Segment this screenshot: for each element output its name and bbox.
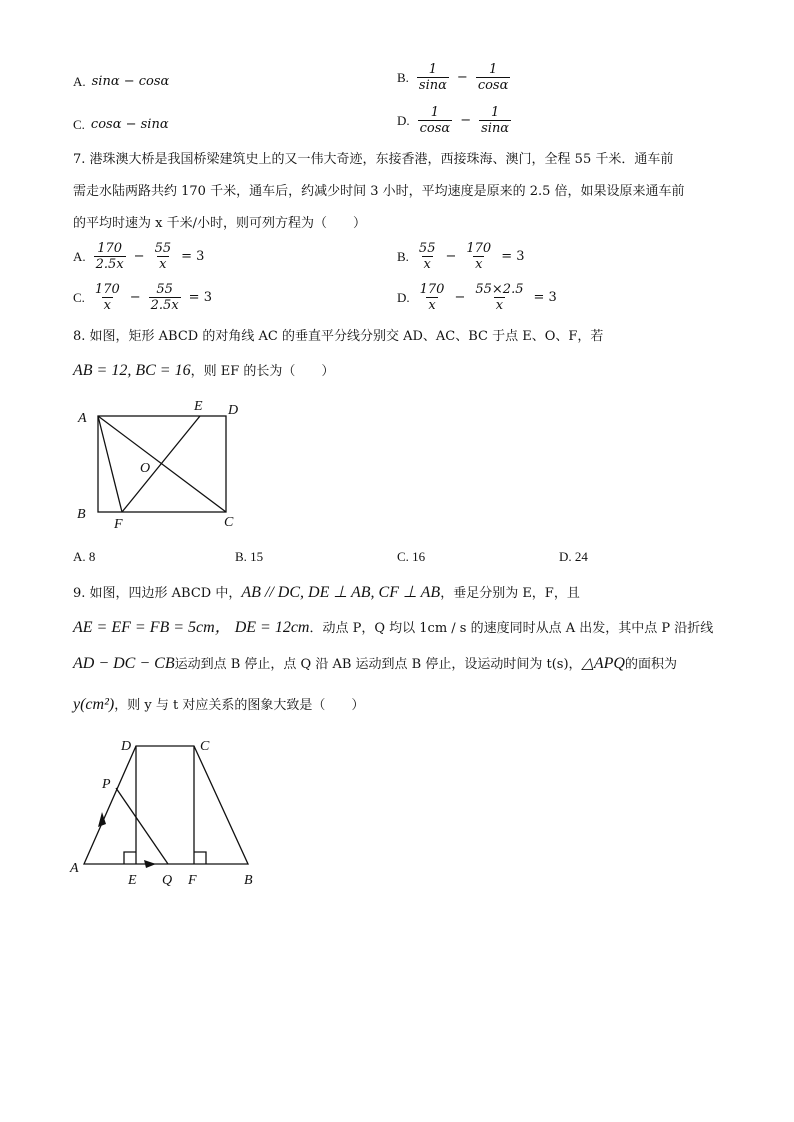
q6-option-a — [73, 73, 169, 91]
segment-af — [98, 416, 122, 512]
arrow-right-icon — [144, 860, 156, 868]
vertex-label-d: D — [121, 739, 132, 754]
vertex-label-c: C — [200, 739, 210, 754]
right-angle-mark-e — [124, 852, 136, 864]
fraction: $\frac{1}{\cos\alpha}$ — [419, 105, 451, 136]
q8-option-c: C. 16 — [397, 549, 426, 564]
q7-text-line2: 需走水陆两路共约 170 千米，通车后，约减少时间 3 小时，平均速度是原来的 2.5 倍，如果设原来通车前 — [73, 184, 685, 199]
q8-rectangle-figure — [70, 396, 250, 536]
fraction: $\frac{1}{\sin\alpha}$ — [481, 105, 510, 136]
point-label-e: E — [128, 873, 137, 888]
fraction: $\frac{55}{x}$ — [418, 241, 436, 272]
point-label-f: F — [188, 873, 197, 888]
point-label-p: P — [102, 777, 111, 792]
option-label: A. — [73, 74, 86, 89]
point-label-o: O — [140, 461, 151, 476]
q7-option-b: B. $\frac{55}{x}$ − $\frac{170}{x}$ = 3 — [397, 241, 525, 272]
q7-text-line3: 的平均时速为 x 千米/小时，则可列方程为（ ） — [73, 216, 366, 231]
arrow-up-icon — [98, 812, 106, 827]
fraction: $\frac{170}{2.5x}$ — [95, 241, 124, 272]
q9-text-line1: 9. 如图，四边形 ABCD 中，AB // DC, DE ⊥ AB, CF ⊥ AB，垂足分别为 E，F，且 — [73, 584, 580, 601]
fraction: $\frac{170}{x}$ — [94, 282, 120, 313]
q7-option-c: C. $\frac{170}{x}$ − $\frac{55}{2.5x}$ = 3 — [73, 282, 212, 313]
option-label: B. — [397, 248, 409, 264]
trapezoid-abcd — [84, 746, 248, 864]
q8-option-b: B. 15 — [235, 549, 264, 564]
fraction: $\frac{55}{2.5x}$ — [150, 282, 179, 313]
fraction: $\frac{1}{\sin\alpha}$ — [418, 62, 447, 93]
option-label: A. — [73, 248, 86, 264]
motion-arrows — [98, 812, 156, 868]
option-label: C. — [73, 117, 85, 132]
vertex-label-c: C — [224, 515, 234, 530]
q8-text-line2: AB = 12, BC = 16，则 EF 的长为（ ） — [73, 362, 335, 379]
q9-text-line3: AD − DC − CB运动到点 B 停止，点 Q 沿 AB 运动到点 B 停止，设运动时间为 t(s)，△APQ的面积为 — [73, 655, 677, 672]
q6-option-c — [73, 116, 169, 134]
fraction: $\frac{55}{x}$ — [154, 241, 172, 272]
fraction: $\frac{170}{x}$ — [419, 282, 445, 313]
q7-option-a: A. $\frac{170}{2.5x}$ − $\frac{55}{x}$ = 3 — [73, 241, 205, 272]
vertex-label-e: E — [194, 399, 203, 414]
q6-option-d: D. $\frac{1}{\cos\alpha}$ − $\frac{1}{\sin\alpha}$ — [397, 105, 510, 136]
q8-option-d: D. 24 — [559, 549, 588, 564]
option-expr: cosα − sinα — [90, 117, 169, 132]
option-expr: sinα − cosα — [91, 74, 170, 89]
fraction: $\frac{1}{\cos\alpha}$ — [477, 62, 509, 93]
q6-option-b: B. $\frac{1}{\sin\alpha}$ − $\frac{1}{\cos\alpha}$ — [397, 62, 509, 93]
point-label-q: Q — [162, 873, 173, 888]
option-label: B. — [397, 69, 409, 85]
fraction: $\frac{55\times 2.5}{x}$ — [475, 282, 524, 313]
q8-option-a: A. 8 — [73, 549, 96, 564]
vertex-label-b: B — [77, 507, 86, 522]
q9-trapezoid-figure — [66, 730, 276, 890]
option-label: D. — [397, 112, 410, 128]
diagonal-ac — [98, 416, 226, 512]
q8-text-line1: 8. 如图，矩形 ABCD 的对角线 AC 的垂直平分线分别交 AD、AC、BC 于点 E、O、F，若 — [73, 329, 604, 344]
q9-text-line4: y(cm²)，则 y 与 t 对应关系的图象大致是（ ） — [73, 696, 365, 713]
vertex-label-a: A — [70, 861, 79, 876]
vertex-label-b: B — [244, 873, 253, 888]
q7-text-line1: 7. 港珠澳大桥是我国桥梁建筑史上的又一伟大奇迹，东接香港，西接珠海、澳门，全程 55 千米．通车前 — [73, 152, 674, 167]
vertex-label-d: D — [228, 403, 239, 418]
right-angle-mark-f — [194, 852, 206, 864]
vertex-label-a: A — [78, 411, 87, 426]
fraction: $\frac{170}{x}$ — [466, 241, 492, 272]
segment-ef — [122, 416, 200, 512]
q7-option-d: D. $\frac{170}{x}$ − $\frac{55\times 2.5}{x}$ = 3 — [397, 282, 557, 313]
option-label: C. — [73, 289, 85, 305]
q9-text-line2: AE = EF = FB = 5cm， DE = 12cm．动点 P，Q 均以 1cm / s 的速度同时从点 A 出发，其中点 P 沿折线 — [73, 619, 714, 636]
option-label: D. — [397, 289, 410, 305]
vertex-label-f: F — [114, 517, 123, 532]
